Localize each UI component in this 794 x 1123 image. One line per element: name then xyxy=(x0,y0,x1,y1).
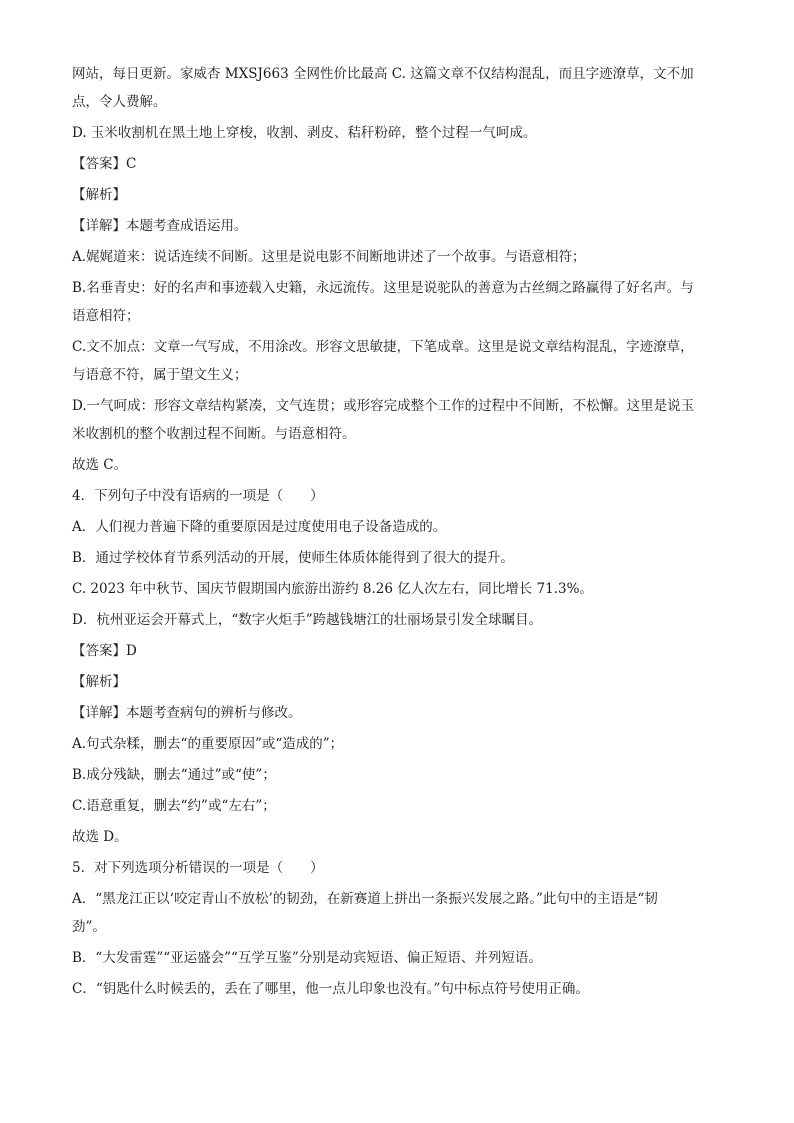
question-5-option-b: B．“大发雷霆”“亚运盛会”“互学互鉴”分别是动宾短语、偏正短语、并列短语。 xyxy=(72,950,542,966)
text-line: 网站，每日更新。家威杏 MXSJ663 全网性价比最高 C. 这篇文章不仅结构混乱，而且字迹潦草，文不加 xyxy=(72,66,694,82)
document-page xyxy=(72,64,732,1010)
conclusion-line: 故选 C。 xyxy=(72,457,128,473)
explanation-line: 与语意不符，属于望文生义； xyxy=(72,367,248,383)
question-4-option-d: D．杭州亚运会开幕式上，“数字火炬手”跨越钱塘江的壮丽场景引发全球瞩目。 xyxy=(72,612,543,628)
question-5-option-c: C．“钥匙什么时候丢的，丢在了哪里，他一点儿印象也没有。”句中标点符号使用正确。 xyxy=(72,981,589,997)
explanation-line: 语意相符； xyxy=(72,308,140,324)
explanation-line: C.文不加点：文章一气写成，不用涂改。形容文思敏捷，下笔成章。这里是说文章结构混乱，字迹潦草， xyxy=(72,339,694,355)
question-4-option-b: B．通过学校体育节系列活动的开展，使师生体质体能得到了很大的提升。 xyxy=(72,550,514,566)
answer-label: 【答案】C xyxy=(72,156,137,172)
question-5-option-a-cont: 劲”。 xyxy=(72,919,106,935)
explanation-line: B.成分残缺，删去“通过”或“使”； xyxy=(72,767,276,783)
question-5-stem: 5．对下列选项分析错误的一项是（ ） xyxy=(72,860,324,876)
answer-label: 【答案】D xyxy=(72,643,137,659)
explanation-line: B.名垂青史：好的名声和事迹载入史籍，永远流传。这里是说驼队的善意为古丝绸之路赢得了好名声。与 xyxy=(72,280,694,296)
option-d-line: D. 玉米收割机在黑土地上穿梭，收割、剥皮、秸秆粉碎，整个过程一气呵成。 xyxy=(72,125,537,141)
explanation-line: A.句式杂糅，删去“的重要原因”或“造成的”； xyxy=(72,736,344,752)
detail-line: 【详解】本题考查病句的辨析与修改。 xyxy=(72,705,302,721)
question-4-option-c: C. 2023 年中秋节、国庆节假期国内旅游出游约 8.26 亿人次左右，同比增长 71.3%。 xyxy=(72,581,593,597)
text-line: 点，令人费解。 xyxy=(72,94,167,110)
analysis-label: 【解析】 xyxy=(72,674,126,690)
explanation-line: D.一气呵成：形容文章结构紧凑，文气连贯；或形容完成整个工作的过程中不间断，不松懈。这里是说玉 xyxy=(72,398,695,414)
analysis-label: 【解析】 xyxy=(72,187,126,203)
detail-line: 【详解】本题考查成语运用。 xyxy=(72,218,248,234)
conclusion-line: 故选 D。 xyxy=(72,829,128,845)
question-5-option-a: A．“黑龙江正以‘咬定青山不放松’的韧劲，在新赛道上拼出一条振兴发展之路。”此句中的主语是“韧 xyxy=(72,891,658,907)
explanation-line: C.语意重复，删去“约”或“左右”； xyxy=(72,798,276,814)
explanation-line: A.娓娓道来：说话连续不间断。这里是说电影不间断地讲述了一个故事。与语意相符； xyxy=(72,249,586,265)
explanation-line: 米收割机的整个收割过程不间断。与语意相符。 xyxy=(72,426,356,442)
question-4-stem: 4．下列句子中没有语病的一项是（ ） xyxy=(72,488,324,504)
question-4-option-a: A．人们视力普遍下降的重要原因是过度使用电子设备造成的。 xyxy=(72,519,447,535)
